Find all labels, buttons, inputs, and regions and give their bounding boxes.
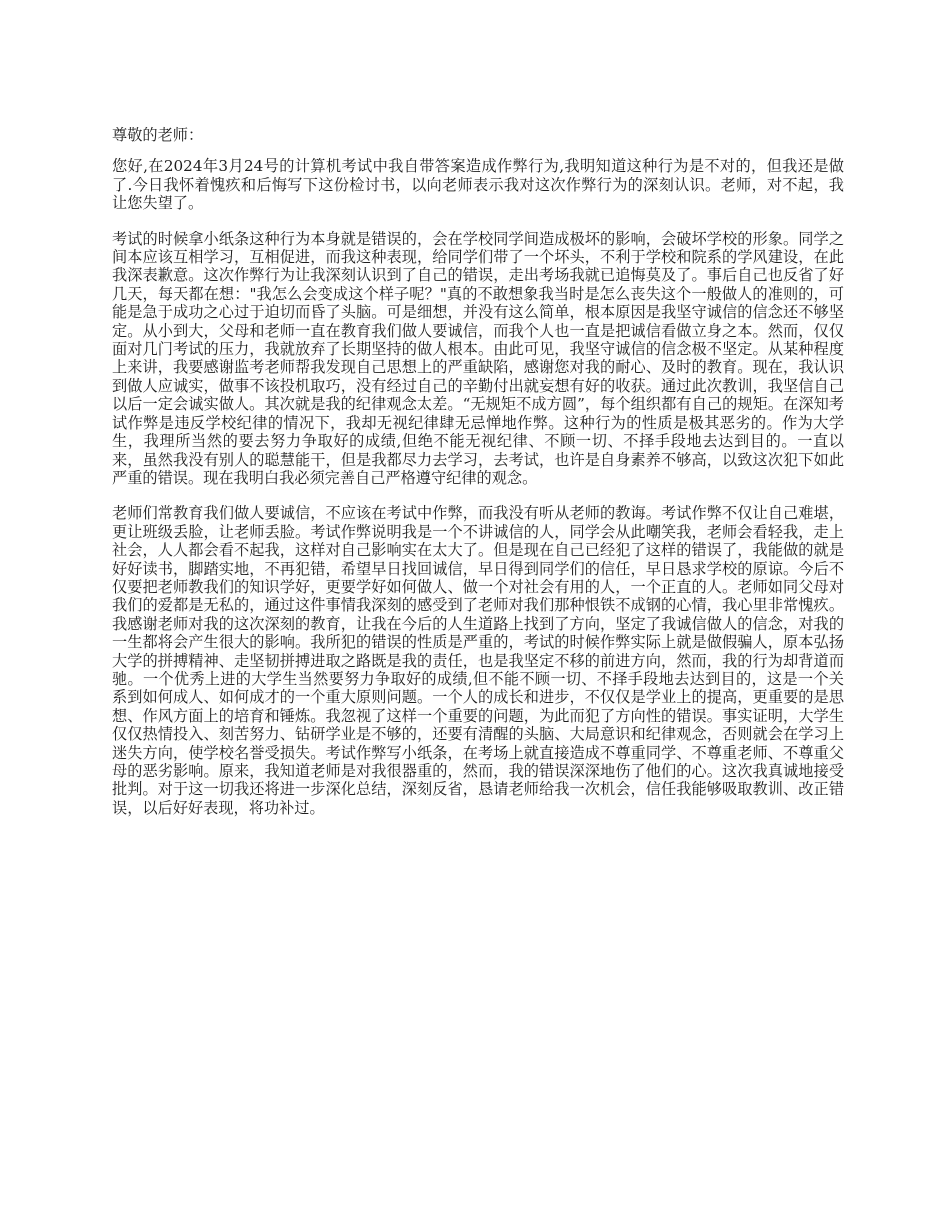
paragraph-commitment: 老师们常教育我们做人要诚信，不应该在考试中作弊，而我没有听从老师的教诲。考试作弊不仅让自己难堪，更让班级丢脸，让老师丢脸。考试作弊说明我是一个不讲诚信的人，同学会从此嘲笑我，老师会看轻我，走上社会，人人都会看不起我，这样对自己影响实在太大了。但是现在自己已经犯了这样的错误了，我能做的就是好好读书，脚踏实地，不再犯错，希望早日找回诚信，早日得到同学们的信任，早日恳求学校的原谅。今后不仅要把老师教我们的知识学好，更要学好如何做人、做一个对社会有用的人，一个正直的人。老师如同父母对我们的爱都是无私的，通过这件事情我深刻的感受到了老师对我们那种恨铁不成钢的心情，我心里非常愧疚。我感谢老师对我的这次深刻的教育，让我在今后的人生道路上找到了方向，坚定了我诚信做人的信念，对我的一生都将会产生很大的影响。我所犯的错误的性质是严重的，考试的时候作弊实际上就是做假骗人，原本弘扬大学的拼搏精神、走坚韧拼搏进取之路既是我的责任，也是我坚定不移的前进方向，然而，我的行为却背道而驰。一个优秀上进的大学生当然要努力争取好的成绩,但不能不顾一切、不择手段地去达到目的，这是一个关系到如何成人、如何成才的一个重大原则问题。一个人的成长和进步，不仅仅是学业上的提高，更重要的是思想、作风方面上的培育和锤炼。我忽视了这样一个重要的问题，为此而犯了方向性的错误。事实证明，大学生仅仅热情投入、刻苦努力、钻研学业是不够的，还要有清醒的头脑、大局意识和纪律观念，否则就会在学习上迷失方向，使学校名誉受损失。考试作弊写小纸条，在考场上就直接造成不尊重同学、不尊重老师、不尊重父母的恶劣影响。原来，我知道老师是对我很器重的，然而，我的错误深深地伤了他们的心。这次我真诚地接受批判。对于这一切我还将进一步深化总结，深刻反省，恳请老师给我一次机会，信任我能够吸取教训、改正错误，以后好好表现，将功补过。 — [112, 504, 844, 817]
paragraph-reflection: 考试的时候拿小纸条这种行为本身就是错误的，会在学校同学间造成极坏的影响，会破坏学校的形象。同学之间本应该互相学习，互相促进，而我这种表现，给同学们带了一个坏头，不利于学校和院系的学风建设，在此我深表歉意。这次作弊行为让我深刻认识到了自己的错误，走出考场我就已追悔莫及了。事后自己也反省了好几天，每天都在想："我怎么会变成这个样子呢？"真的不敢想象我当时是怎么丧失这个一般做人的准则的，可能是急于成功之心过于迫切而昏了头脑。可是细想，并没有这么简单，根本原因是我坚守诚信的信念还不够坚定。从小到大，父母和老师一直在教育我们做人要诚信，而我个人也一直是把诚信看做立身之本。然而，仅仅面对几门考试的压力，我就放弃了长期坚持的做人根本。由此可见，我坚守诚信的信念极不坚定。从某种程度上来讲，我要感谢监考老师帮我发现自己思想上的严重缺陷，感谢您对我的耐心、及时的教育。现在，我认识到做人应诚实，做事不该投机取巧，没有经过自己的辛勤付出就妄想有好的收获。通过此次教训，我坚信自己以后一定会诚实做人。其次就是我的纪律观念太差。“无规矩不成方圆”，每个组织都有自己的规矩。在深知考试作弊是违反学校纪律的情况下，我却无视纪律肆无忌惮地作弊。这种行为的性质是极其恶劣的。作为大学生，我理所当然的要去努力争取好的成绩,但绝不能无视纪律、不顾一切、不择手段地去达到目的。一直以来，虽然我没有别人的聪慧能干，但是我都尽力去学习，去考试，也许是自身素养不够高，以致这次犯下如此严重的错误。现在我明白我必须完善自己严格遵守纪律的观念。 — [112, 229, 844, 487]
document-page — [112, 126, 844, 834]
paragraph-opening: 您好,在2024年3月24号的计算机考试中我自带答案造成作弊行为,我明知道这种行为是不对的，但我还是做了.今日我怀着愧疚和后悔写下这份检讨书，以向老师表示我对这次作弊行为的深刻认识。老师，对不起，我让您失望了。 — [112, 157, 844, 213]
salutation: 尊敬的老师： — [112, 126, 204, 144]
